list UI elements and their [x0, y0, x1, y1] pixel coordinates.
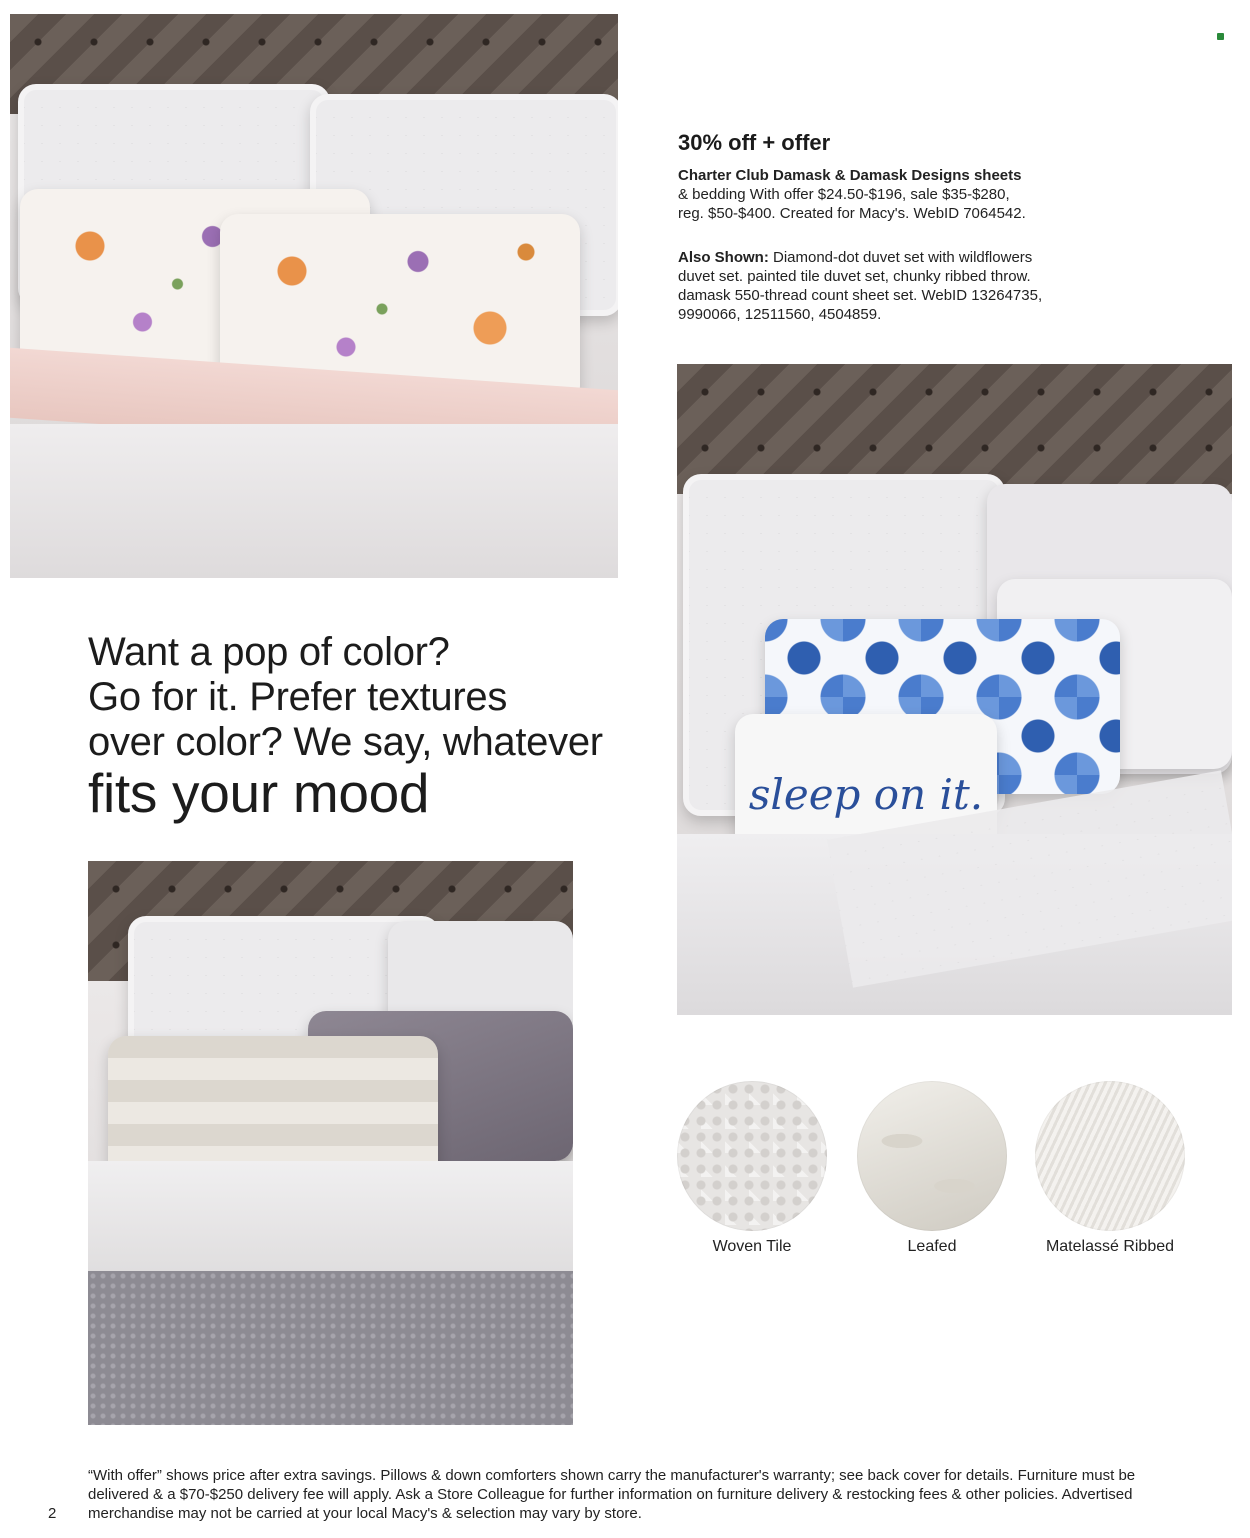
- offer-line-2: & bedding With offer $24.50-$196, sale $35-$280,: [678, 186, 1010, 203]
- grey-bed-photo: [88, 861, 573, 1425]
- footer-line-1: “With offer” shows price after extra savings. Pillows & down comforters shown carry the manufacturer's warranty; see back cover for details. Furniture must be: [88, 1467, 1136, 1484]
- headline: [88, 630, 648, 824]
- headline-line-4: fits your mood: [88, 762, 430, 824]
- offer-description: [678, 166, 1218, 223]
- leafed-swatch: [857, 1081, 1007, 1231]
- woven-tile-swatch: [677, 1081, 827, 1231]
- also-shown-line-3: damask 550-thread count sheet set. WebID 13264735,: [678, 287, 1043, 304]
- footer-disclaimer: [88, 1466, 1228, 1523]
- page-number: 2: [48, 1505, 57, 1522]
- pillow-script-text: sleep on it.: [748, 769, 984, 819]
- offer-title: 30% off + offer: [678, 130, 831, 155]
- floral-bed-photo: [10, 14, 618, 578]
- headline-line-2: Go for it. Prefer textures: [88, 675, 508, 719]
- matelasse-ribbed-swatch: [1035, 1081, 1185, 1231]
- headline-line-1: Want a pop of color?: [88, 630, 450, 674]
- grey-knit-throw: [88, 1271, 573, 1425]
- also-shown-block: [678, 248, 1218, 324]
- also-shown-line-1: Diamond-dot duvet set with wildflowers: [773, 249, 1033, 266]
- offer-line-1: Charter Club Damask & Damask Designs sheets: [678, 167, 1022, 184]
- offer-line-3: reg. $50-$400. Created for Macy's. WebID 7064542.: [678, 205, 1026, 222]
- leafed-label: Leafed: [907, 1238, 957, 1255]
- headline-line-3: over color? We say, whatever: [88, 720, 603, 764]
- blue-tile-bed-photo: [677, 364, 1232, 1015]
- footer-line-3: merchandise may not be carried at your local Macy's & selection may vary by store.: [88, 1505, 642, 1522]
- woven-tile-label: Woven Tile: [712, 1238, 792, 1255]
- also-shown-line-2: duvet set. painted tile duvet set, chunky ribbed throw.: [678, 268, 1031, 285]
- also-shown-label: Also Shown:: [678, 249, 769, 266]
- also-shown-line-4: 9990066, 12511560, 4504859.: [678, 306, 882, 323]
- corner-mark: [1217, 33, 1224, 40]
- footer-line-2: delivered & a $70-$250 delivery fee will apply. Ask a Store Colleague for further information on furniture delivery & restocking fees & other policies. Advertised: [88, 1486, 1133, 1503]
- matelasse-ribbed-label: Matelassé Ribbed: [1045, 1238, 1175, 1255]
- white-coverlet: [10, 424, 618, 578]
